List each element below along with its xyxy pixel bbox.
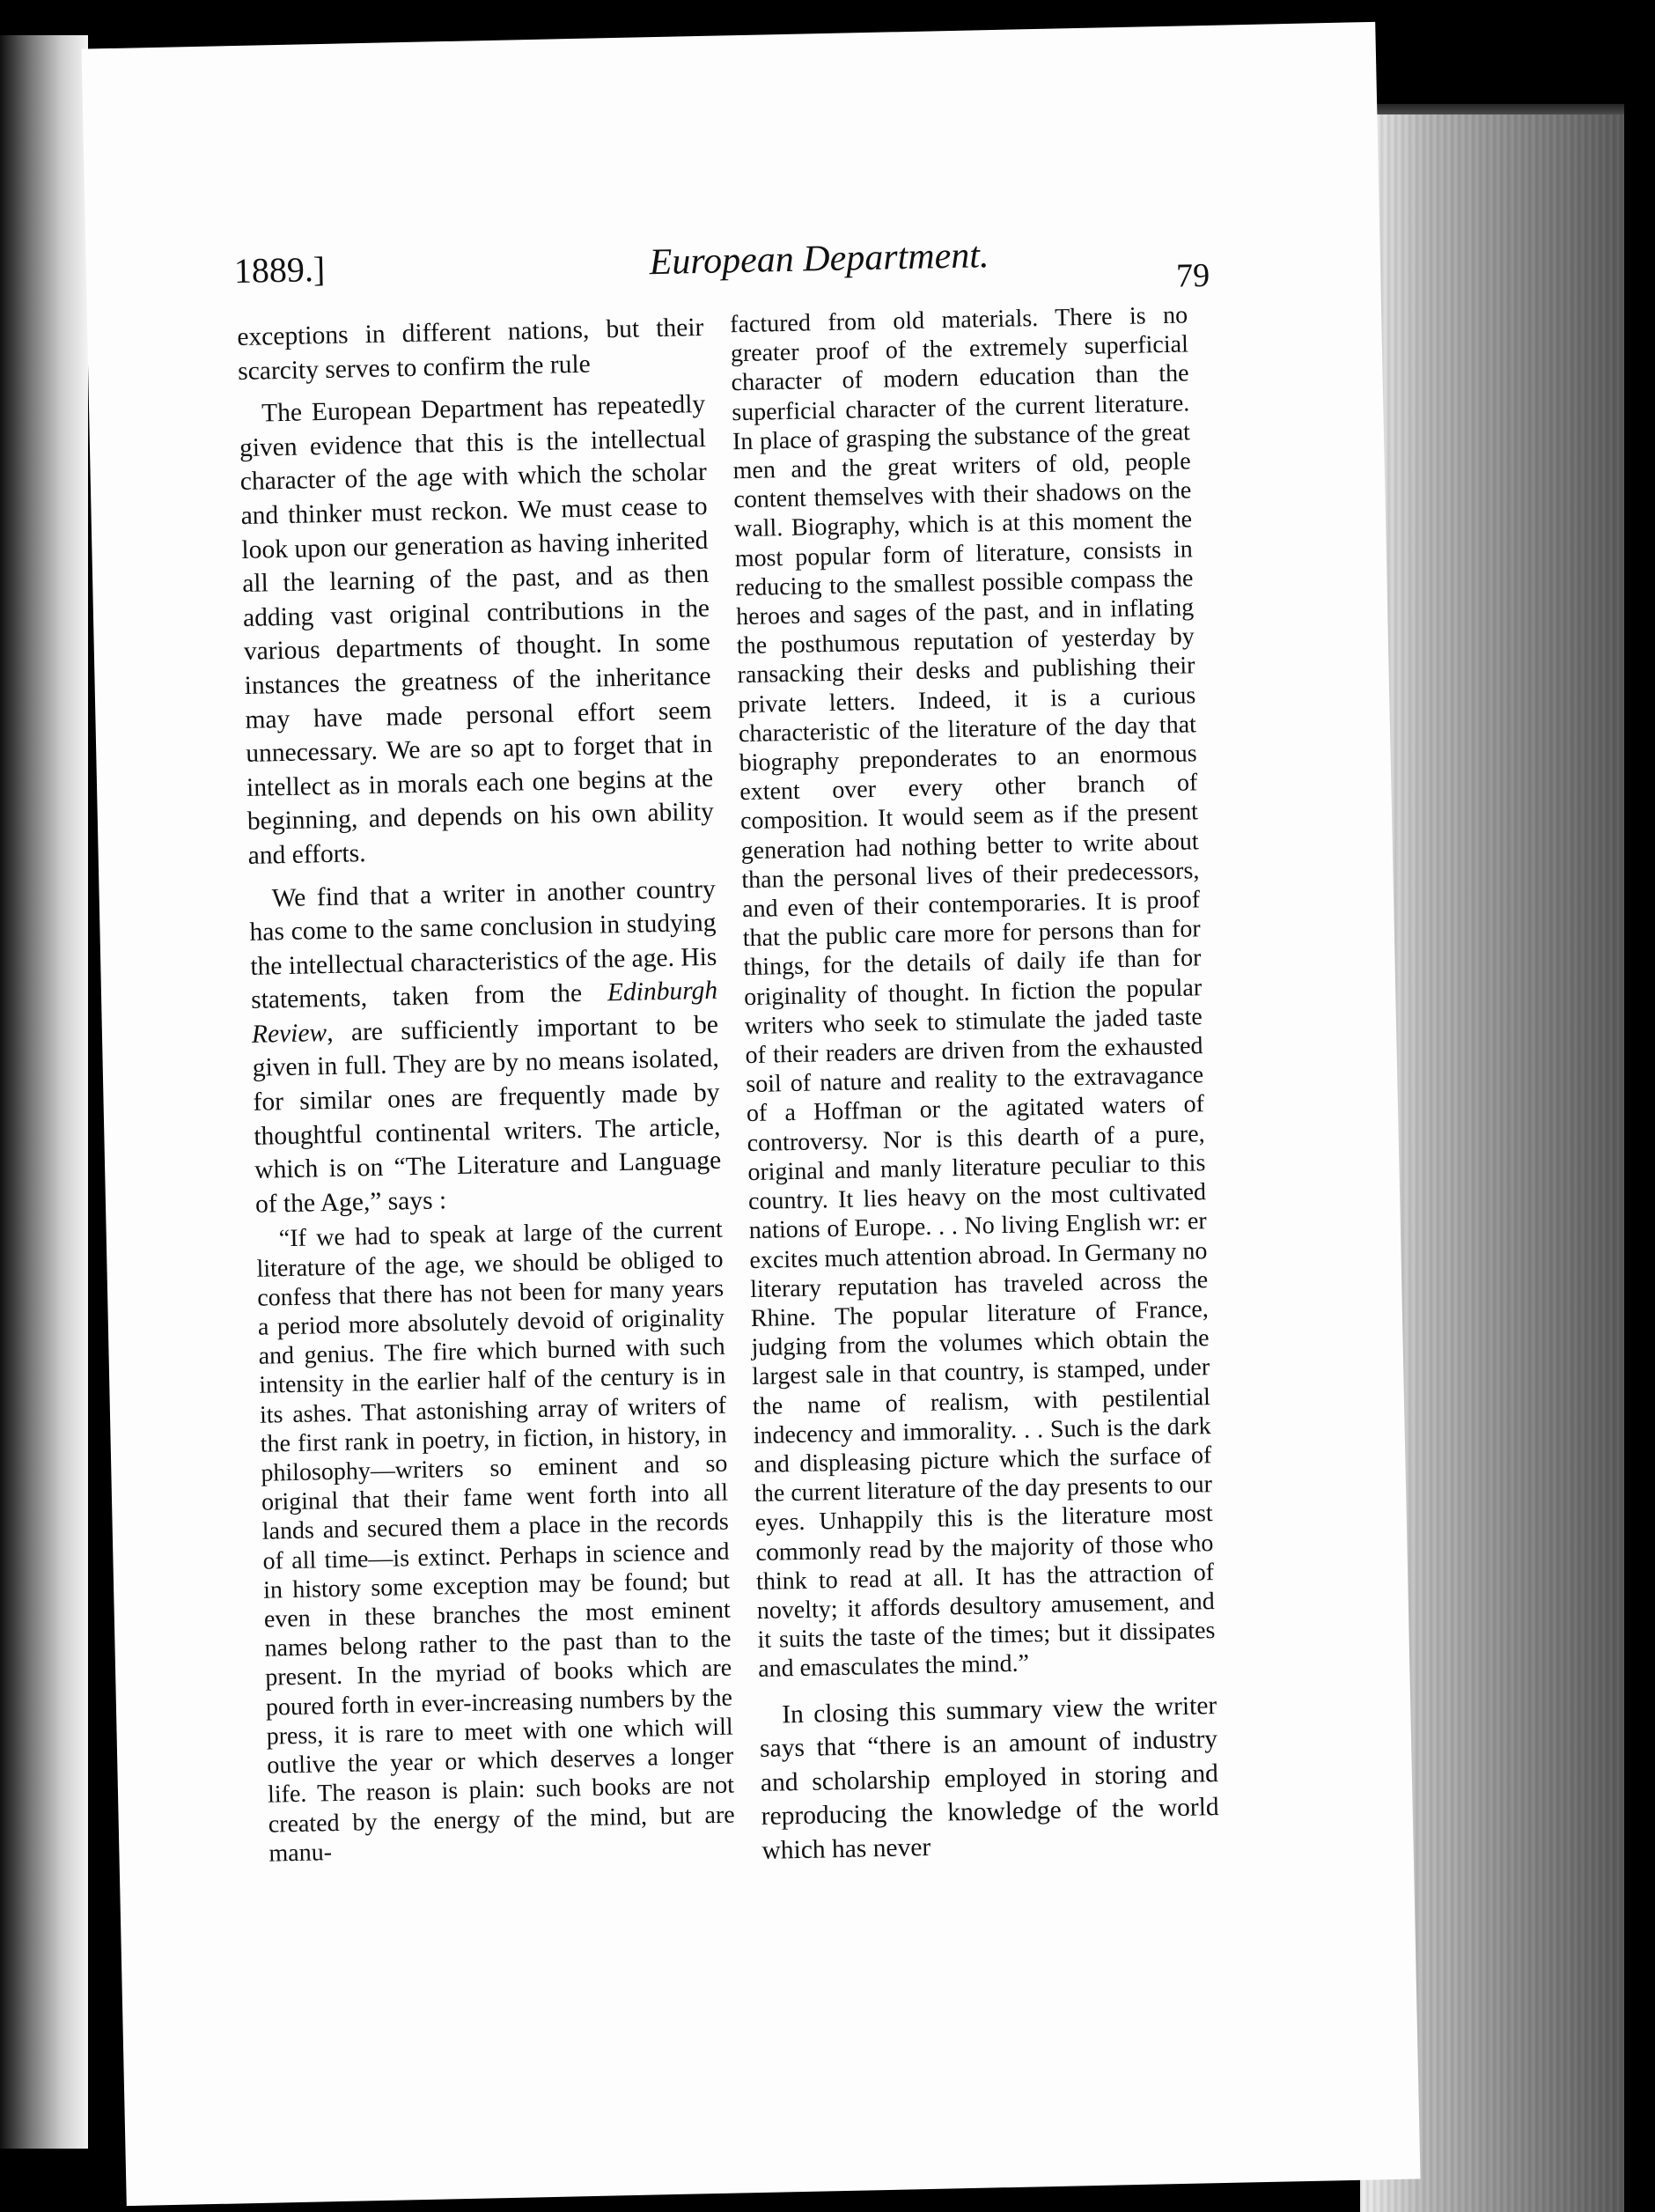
block-quote-part-1: “If we had to speak at large of the current literature of the age, we should be obliged to confess that there has not been for many years a period more absolutely devoid of originality and genius. The fire which burned with such intensity in the earlier half of the century is in its ashes. That astonishing array of writers of the first rank in poetry, in fiction, in history, in philosophy—writers so eminent and so original that their fame went forth into all lands and secured them a place in the records of all time—is extinct. Perhaps in science and in history some exception may be found; but even in these branches the most eminent names belong rather to the past than to the present. In the myriad of books which are poured forth in ever-increasing numbers by the press, it is rare to meet with one which will outlive the year or which deserves a longer life. The reason is plain: such books are not created by the energy of the mind, but are manu- <box>256 1216 735 1868</box>
header-year: 1889.] <box>233 248 326 291</box>
right-column <box>730 300 1220 1868</box>
edinburgh-review-title: Edinburgh Review <box>251 977 718 1049</box>
paragraph-continuation: exceptions in different nations, but their scarcity serves to confirm the rule <box>237 313 704 386</box>
paragraph-writer-intro-start: We find that a writer in another country has come to the same conclusion in studying the intellectual characteristics of the age. His statements, taken from the <box>249 874 717 1015</box>
paragraph-writer-intro <box>248 872 722 1221</box>
left-column <box>237 311 736 1869</box>
block-quote-part-2: factured from old materials. There is no greater proof of the extremely superficial character of modern education than the superficial character of the current literature. In place of grasping the substance of the great men and the great writers of old, people content themselves with their shadows on the wall. Biography, which is at this moment the most popular form of literature, consists in reducing to the smallest possible compass the heroes and sages of the past, and in inflating the posthumous reputation of yesterday by ransacking their desks and publishing their private letters. Indeed, it is a curious characteristic of the literature of the day that biography preponderates to an enormous extent over every other branch of composition. It would seem as if the present generation had nothing better to write about than the personal lives of their predecessors, and even of their contemporaries. It is proof that the public care more for persons than for things, for the details of daily ife than for originality of thought. In fiction the popular writers who seek to stimulate the jaded taste of their readers are driven from the exhausted soil of nature and reality to the extravagance of a Hoffman or the agitated waters of controversy. Nor is this dearth of a pure, original and manly literature peculiar to this country. It lies heavy on the most cultivated nations of Europe. . . No living English wr: er excites much attention abroad. In Germany no literary reputation has traveled across the Rhine. The popular literature of France, judging from the volumes which obtain the largest sale in that country, is stamped, under the name of realism, with pestilential indecency and immorality. . . Such is the dark and displeasing picture which the surface of the current literature of the day presents to our eyes. Unhappily this is the literature most commonly read by the majority of those who think to read at all. It has the attraction of novelty; it affords desultory amusement, and it suits the taste of the times; but it dissipates and emasculates the mind.” <box>729 301 1216 1684</box>
paragraph-closing-summary: In closing this summary view the writer says that “there is an amount of industry and scholarship employed in storing and reproducing the knowledge of the world which has never <box>759 1691 1219 1865</box>
facing-page-edge <box>0 35 88 2149</box>
paragraph-writer-intro-end: , are sufficiently important to be given in full. They are by no means isolated, for similar ones are frequently made by thoughtful continental writers. The article, which is on “The Literature and Language of the Age,” says : <box>252 1010 722 1219</box>
page-number: 79 <box>1175 256 1210 295</box>
paragraph-european-department: The European Department has repeatedly given evidence that this is the intellectual character of the age with which the scholar and thinker must reckon. We must cease to look upon our generation as having inherited all the learning of the past, and as then adding vast original contributions in the various departments of thought. In some instances the greatness of the inheritance may have made personal effort seem unnecessary. We are so apt to forget that in intellect as in morals each one begins at the beginning, and depends on his own ability and efforts. <box>239 390 715 870</box>
header-title: European Department. <box>649 235 989 284</box>
page <box>82 22 1421 2206</box>
